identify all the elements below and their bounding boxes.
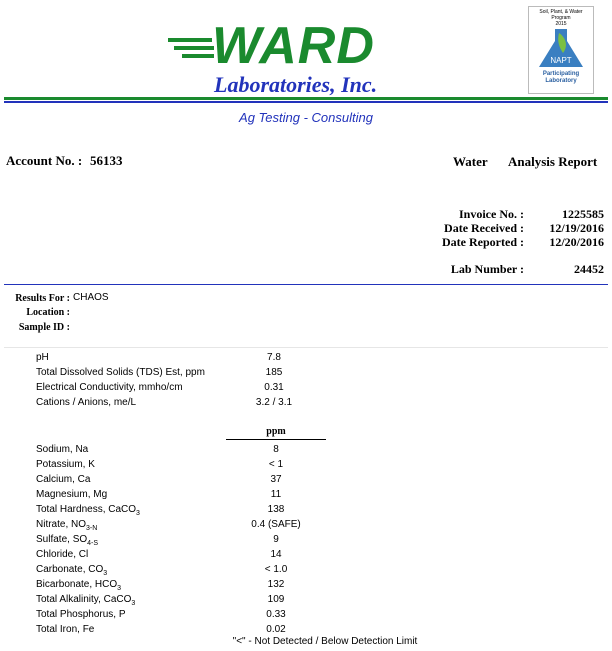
light-rule [4, 347, 608, 348]
flask-icon [529, 27, 593, 71]
ion-label: Sulfate, $SO_{4-S}$ [36, 534, 99, 547]
ion-label: Total Iron, Fe [36, 624, 95, 635]
tagline: Ag Testing - Consulting [239, 110, 373, 125]
badge-bottom-line: Participating [542, 71, 580, 77]
lab-number-value: 24452 [574, 262, 604, 276]
result-label: Cations / Anions, me/L [36, 397, 137, 408]
result-label: pH [36, 352, 49, 363]
ion-label: Carbonate, $CO_3$ [36, 564, 108, 577]
ion-value: 0.33 [266, 609, 286, 620]
date-reported-label: Date Reported : [442, 235, 524, 249]
ion-value: 8 [273, 444, 279, 455]
lab-number-label: Lab Number : [450, 262, 524, 276]
ion-label: Total Hardness, CaCO$_3$ [36, 504, 140, 517]
results-for-label: Results For : [15, 293, 70, 304]
ion-label: Sodium, Na [36, 444, 89, 455]
account-number: 56133 [90, 153, 123, 168]
ppm-header: ppm [226, 426, 326, 440]
company-name: Laboratories, Inc. [214, 72, 378, 97]
results-for-value: CHAOS [73, 292, 109, 303]
date-received-label: Date Received : [444, 221, 524, 235]
ion-label: Nitrate, $NO_{3-N}$ [36, 519, 98, 532]
ion-label: Magnesium, Mg [36, 489, 108, 500]
invoice-value: 1225585 [562, 207, 604, 221]
ion-value: < 1.0 [264, 564, 288, 575]
ion-value: 9 [273, 534, 279, 545]
ion-value: < 1 [268, 459, 284, 470]
ion-value: 14 [270, 549, 282, 560]
ion-value: 138 [267, 504, 285, 515]
ion-label: Calcium, Ca [36, 474, 91, 485]
badge-napt: NAPT [550, 56, 572, 65]
result-value: 185 [265, 367, 283, 378]
report-title-word1: Water [453, 154, 488, 169]
result-value: 3.2 / 3.1 [255, 397, 293, 408]
ion-value: 132 [267, 579, 285, 590]
badge-line: 2015 [555, 21, 567, 27]
badge-bottom-line: Laboratory [545, 78, 577, 84]
result-value: 0.31 [264, 382, 284, 393]
sample-id-label: Sample ID : [18, 322, 70, 333]
date-received-value: 12/19/2016 [549, 221, 604, 235]
badge-line: Soil, Plant, & Water [539, 9, 583, 15]
report-title-word2: Analysis Report [508, 154, 598, 169]
logo-word: WARD [212, 17, 375, 75]
napt-badge [528, 6, 594, 94]
ion-label: Total Phosphorus, P [36, 609, 126, 620]
ion-value: 0.02 [266, 624, 286, 635]
ion-value: 11 [270, 489, 282, 500]
ion-label: Chloride, Cl [36, 549, 89, 560]
result-label: Total Dissolved Solids (TDS) Est, ppm [36, 367, 205, 378]
result-value: 7.8 [267, 352, 281, 363]
badge-line: Program [551, 15, 571, 21]
invoice-label: Invoice No. : [459, 207, 524, 221]
section-rule [4, 284, 608, 285]
result-label: Electrical Conductivity, mmho/cm [36, 382, 183, 393]
ion-value: 0.4 (SAFE) [251, 519, 301, 530]
ion-value: 37 [270, 474, 282, 485]
ion-label: Potassium, K [36, 459, 95, 470]
header-rule-blue [4, 101, 608, 103]
ion-label: Bicarbonate, $HCO_3$ [36, 579, 122, 592]
date-reported-value: 12/20/2016 [549, 235, 604, 249]
footnote: "<" - Not Detected / Below Detection Limit [232, 636, 418, 647]
account-label: Account No. : [6, 153, 83, 168]
ion-label: Total Alkalinity, CaCO$_3$ [36, 594, 136, 607]
ion-value: 109 [267, 594, 285, 605]
location-label: Location : [26, 307, 70, 318]
header-rule-green [4, 97, 608, 100]
